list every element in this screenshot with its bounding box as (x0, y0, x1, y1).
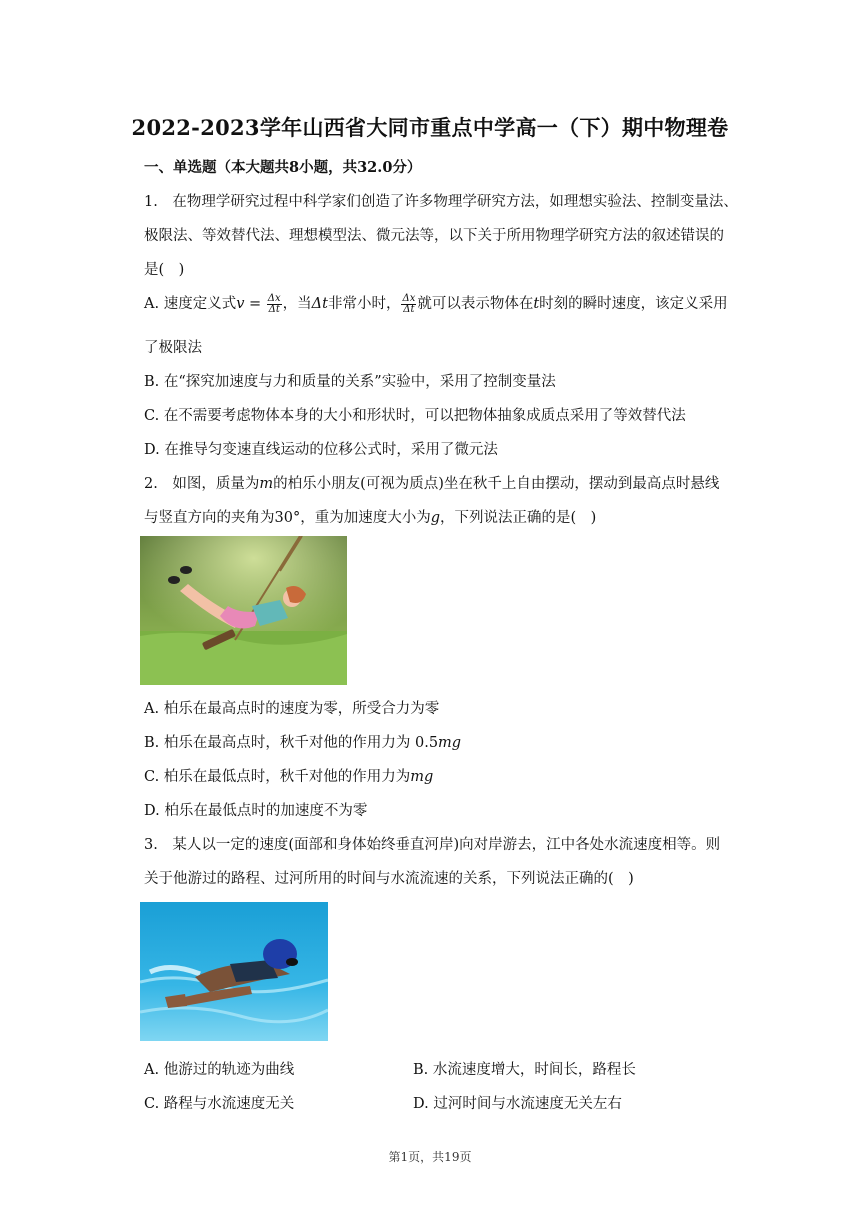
q3-option-d: D. 过河时间与水流速度无关左右 (413, 1096, 622, 1112)
q2-c-text: C. 柏乐在最低点时，秋千对他的作用力为 (144, 769, 411, 785)
q2-option-b (144, 731, 461, 752)
fraction-numerator: Δx (267, 292, 281, 304)
q2-option-d: D. 柏乐在最低点时的加速度不为零 (144, 803, 368, 819)
q2-b-text: B. 柏乐在最高点时，秋千对他的作用力为 0.5 (144, 735, 439, 751)
swimmer-photo (140, 902, 328, 1041)
q3-option-b: B. 水流速度增大，时间长，路程长 (413, 1062, 636, 1078)
q2-option-c (144, 765, 433, 786)
q3-stem-line1: 3. 某人以一定的速度(面部和身体始终垂直河岸)向对岸游去，江中各处水流速度相等。则 (144, 837, 721, 853)
q2-var-m: m (259, 476, 274, 492)
fraction-numerator: Δx (402, 292, 416, 304)
q1-option-a-line2: 了极限法 (144, 340, 202, 356)
q2-l1-text-b: 的柏乐小朋友(可视为质点)坐在秋千上自由摆动，摆动到最高点时悬线 (273, 476, 720, 492)
q1-a-var-dt: Δt (311, 296, 328, 312)
q2-stem-line2 (144, 506, 596, 527)
q2-l1-text-a: 2. 如图，质量为 (144, 476, 260, 492)
q3-option-a: A. 他游过的轨迹为曲线 (144, 1062, 295, 1078)
q3-stem-line2: 关于他游过的路程、过河所用的时间与水流流速的关系，下列说法正确的( ) (144, 871, 634, 887)
q1-a-text-3: 就可以表示物体在 (417, 296, 534, 312)
q1-a-fraction-1 (267, 294, 282, 315)
page-footer: 第1页，共19页 (388, 1150, 472, 1164)
q2-var-g: g (430, 510, 440, 526)
q1-a-text-1: ，当 (282, 296, 312, 312)
q1-option-a (144, 292, 728, 315)
q1-stem-line2: 极限法、等效替代法、理想模型法、微元法等，以下关于所用物理学研究方法的叙述错误的 (144, 228, 724, 244)
q1-option-b: B. 在“探究加速度与力和质量的关系”实验中，采用了控制变量法 (144, 374, 556, 390)
q3-option-c: C. 路程与水流速度无关 (144, 1096, 295, 1112)
swing-girl-photo (140, 536, 347, 685)
q2-stem-line1 (144, 472, 719, 493)
q1-stem-line1: 1. 在物理学研究过程中科学家们创造了许多物理学研究方法，如理想实验法、控制变量法、 (144, 194, 738, 210)
q2-l2-text-b: ，下列说法正确的是( ) (440, 510, 597, 526)
q1-a-text-4: 时刻的瞬时速度，该定义采用 (539, 296, 728, 312)
q2-option-a: A. 柏乐在最高点时的速度为零，所受合力为零 (144, 701, 440, 717)
q1-option-c: C. 在不需要考虑物体本身的大小和形状时，可以把物体抽象成质点采用了等效替代法 (144, 408, 686, 424)
page-title: 2022-2023学年山西省大同市重点中学高一（下）期中物理卷 (131, 115, 729, 140)
q2-l2-text-a: 与竖直方向的夹角为30°，重为加速度大小为 (144, 510, 431, 526)
q2-c-var-mg: mg (410, 769, 434, 785)
q1-a-fraction-2 (401, 294, 416, 315)
q1-stem-line3: 是( ) (144, 262, 185, 278)
fraction-denominator: Δt (403, 303, 415, 315)
q1-a-equals: = (244, 296, 266, 312)
q1-a-prefix: A. 速度定义式 (144, 296, 237, 312)
q1-a-var-t: t (533, 296, 540, 312)
q1-option-d: D. 在推导匀变速直线运动的位移公式时，采用了微元法 (144, 442, 498, 458)
section-heading: 一、单选题（本大题共8小题，共32.0分） (144, 159, 422, 176)
q1-a-text-2: 非常小时， (327, 296, 401, 312)
q2-b-var-mg: mg (438, 735, 462, 751)
q1-a-var-v: v (236, 296, 245, 312)
fraction-denominator: Δt (268, 303, 280, 315)
